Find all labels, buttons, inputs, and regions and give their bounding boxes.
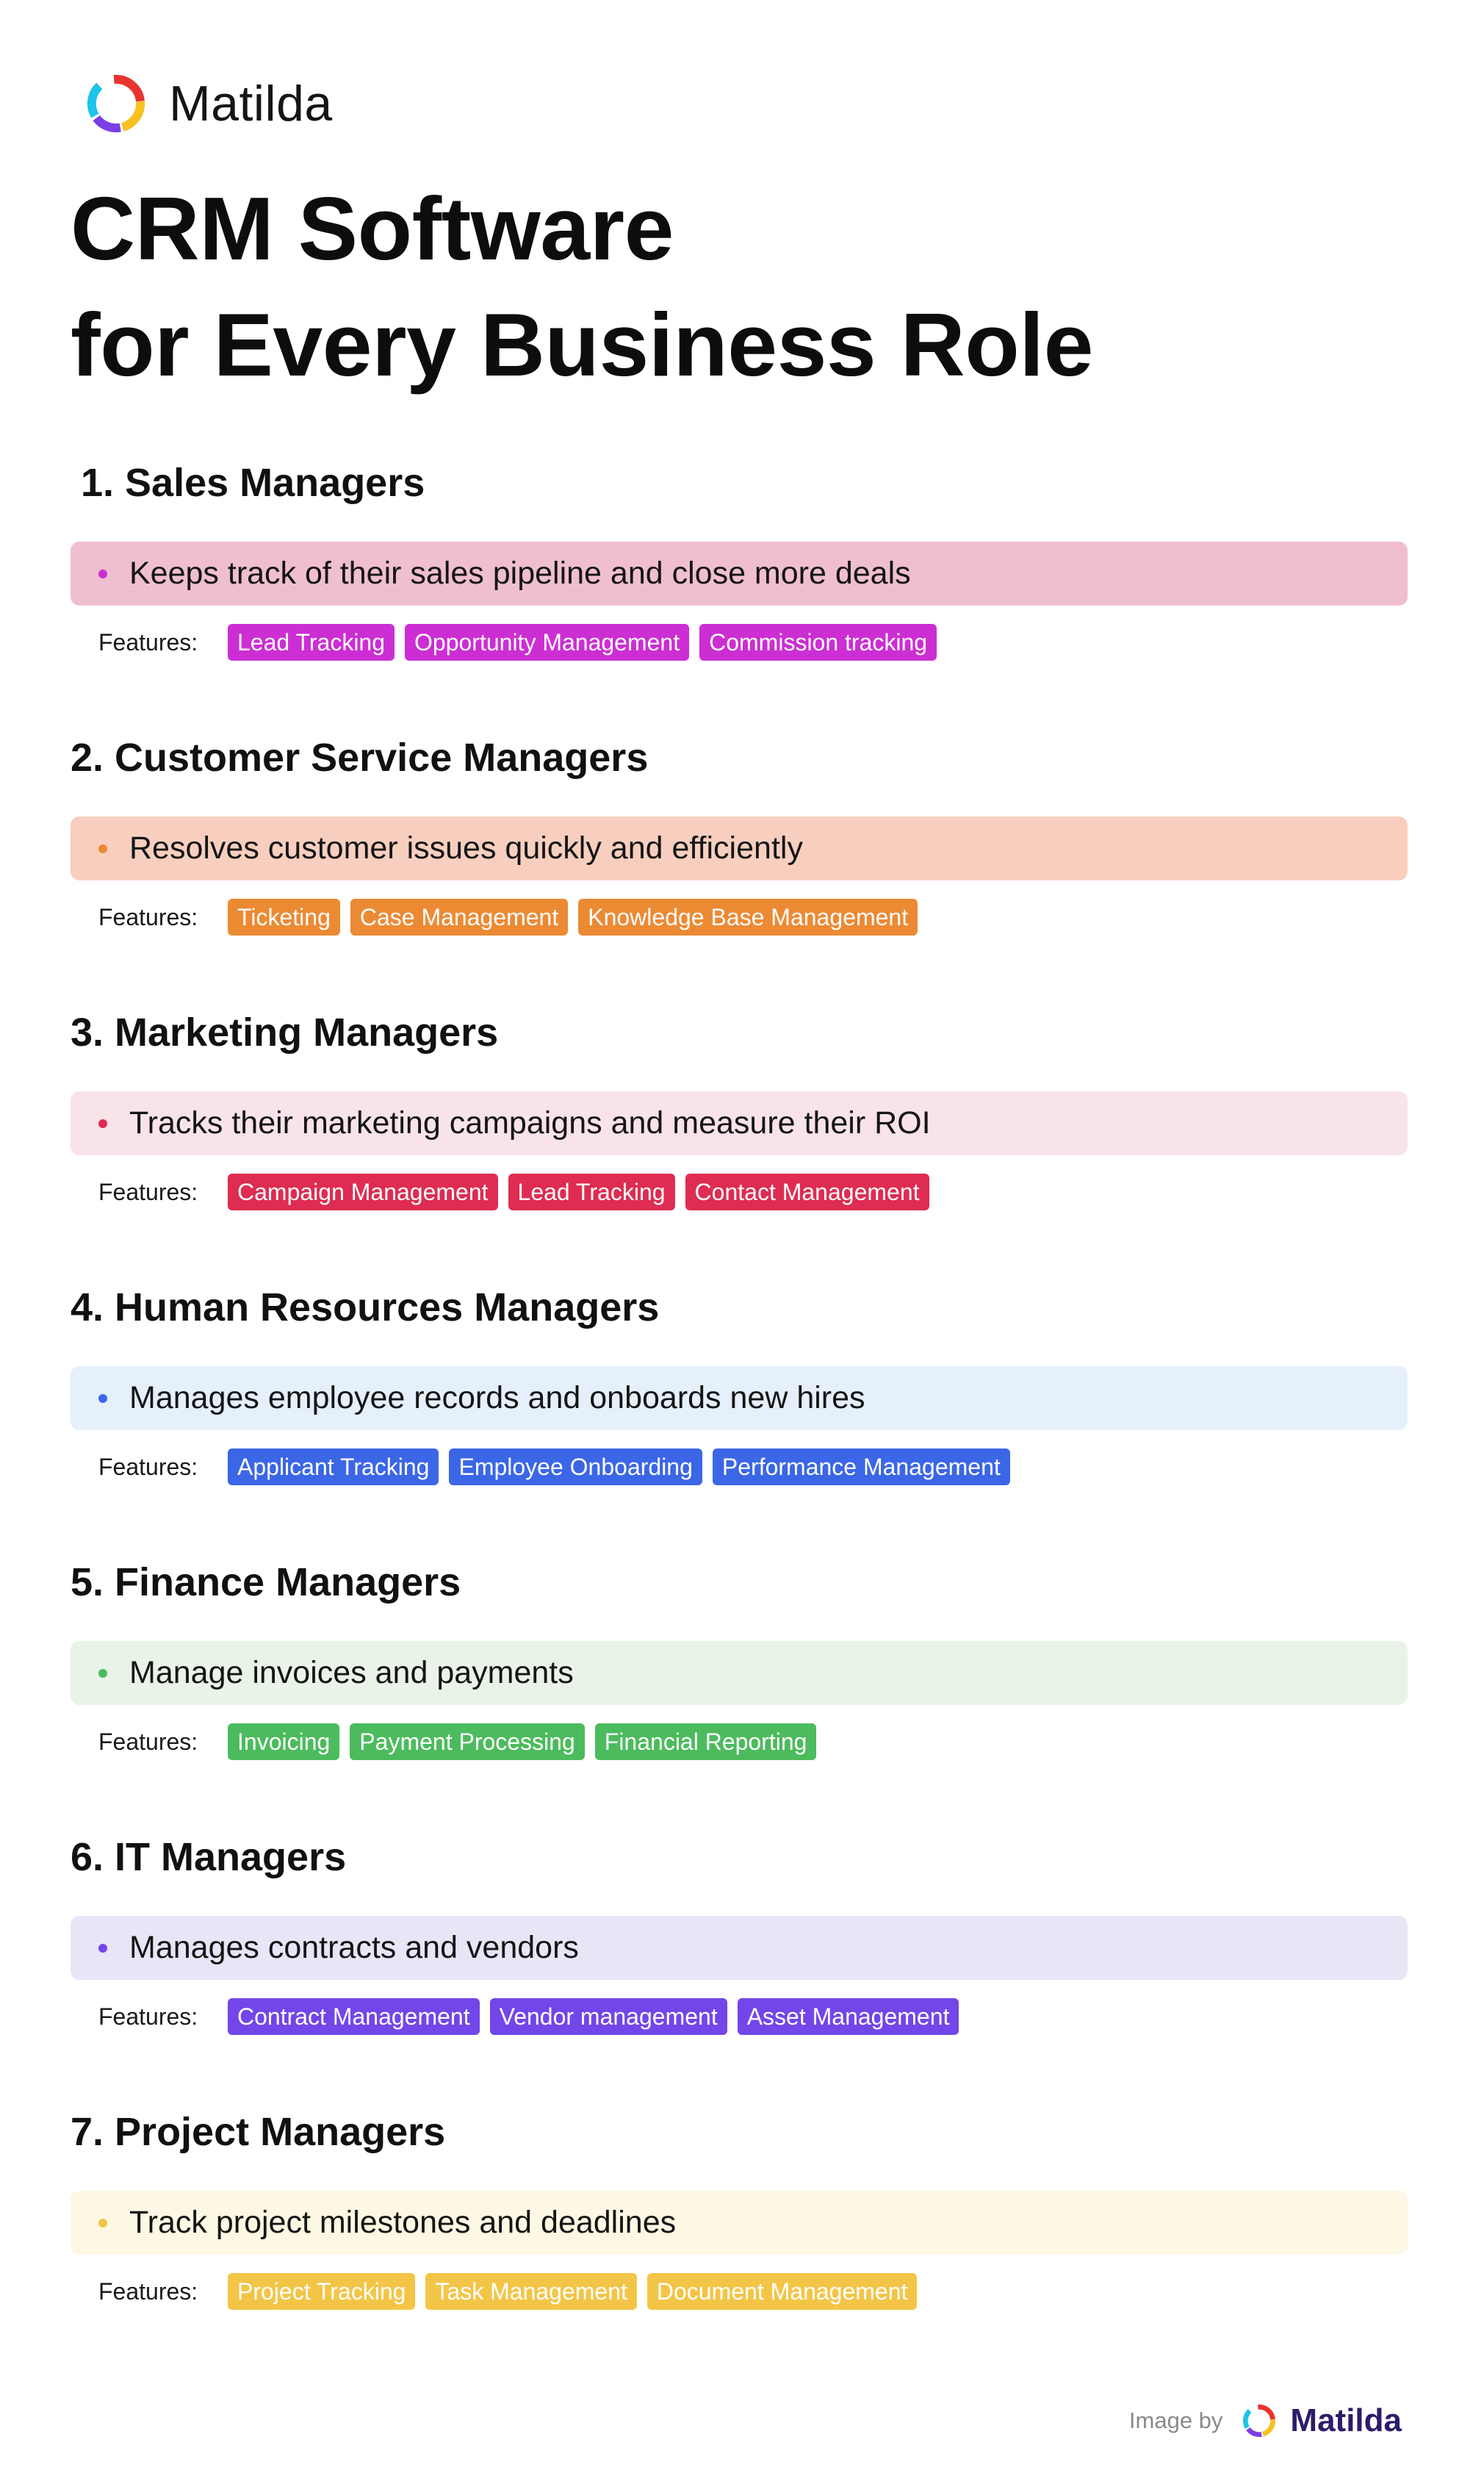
section-title: 5. Finance Managers: [71, 1560, 461, 1604]
section-title: 2. Customer Service Managers: [71, 736, 649, 780]
section-title: 4. Human Resources Managers: [71, 1285, 660, 1329]
ring-logo-icon: [1240, 2402, 1278, 2440]
features-label: Features:: [98, 903, 198, 930]
feature-tag: Employee Onboarding: [449, 1448, 702, 1485]
section-sales-managers: [71, 457, 1408, 661]
feature-tag: Lead Tracking: [508, 1174, 675, 1210]
features-label: Features:: [98, 1453, 198, 1480]
description-text: Resolves customer issues quickly and efficiently: [129, 830, 803, 866]
features-label: Features:: [98, 2003, 198, 2030]
section-project-managers: [71, 2106, 1408, 2310]
bullet-icon: [98, 570, 107, 578]
features-label: Features:: [98, 2277, 198, 2305]
description-text: Manages contracts and vendors: [129, 1930, 579, 1965]
page-title-line-2: for Every Business Role: [71, 295, 1094, 395]
bullet-icon: [98, 1119, 107, 1128]
feature-tag: Task Management: [425, 2273, 636, 2310]
section-finance-managers: [71, 1557, 1408, 1760]
feature-tag: Campaign Management: [228, 1174, 498, 1210]
ring-logo-icon: [82, 70, 150, 137]
features-row: [71, 624, 1408, 661]
description-box: [71, 1366, 1408, 1430]
feature-tag: Asset Management: [738, 1998, 959, 2035]
feature-tag: Invoicing: [228, 1723, 339, 1760]
description-text: Manage invoices and payments: [129, 1655, 574, 1690]
section-human-resources-managers: [71, 1282, 1408, 1485]
bullet-icon: [98, 844, 107, 853]
features-row: [71, 1723, 1408, 1760]
description-box: [71, 1916, 1408, 1980]
section-title: 7. Project Managers: [71, 2110, 446, 2154]
feature-tag: Ticketing: [228, 899, 340, 936]
page-title: [71, 170, 1093, 403]
description-text: Track project milestones and deadlines: [129, 2205, 677, 2240]
features-row: [71, 899, 1408, 936]
bullet-icon: [98, 2219, 107, 2227]
feature-tag: Project Tracking: [228, 2273, 415, 2310]
description-text: Keeps track of their sales pipeline and close more deals: [129, 556, 911, 591]
image-credit: [1129, 2402, 1402, 2440]
feature-tag: Knowledge Base Management: [578, 899, 918, 936]
bullet-icon: [98, 1669, 107, 1678]
description-text: Manages employee records and onboards new hires: [129, 1380, 865, 1415]
bullet-icon: [98, 1944, 107, 1953]
description-box: [71, 816, 1408, 880]
feature-tag: Applicant Tracking: [228, 1448, 439, 1485]
features-label: Features:: [98, 1178, 198, 1205]
bullet-icon: [98, 1394, 107, 1403]
feature-tag: Payment Processing: [350, 1723, 584, 1760]
description-box: [71, 1641, 1408, 1705]
feature-tag: Commission tracking: [699, 624, 937, 661]
credit-prefix: Image by: [1128, 2408, 1223, 2433]
feature-tag: Vendor management: [490, 1998, 727, 2035]
description-box: [71, 1091, 1408, 1155]
section-it-managers: [71, 1831, 1408, 2035]
description-text: Tracks their marketing campaigns and measure their ROI: [129, 1105, 931, 1141]
section-title: 6. IT Managers: [71, 1835, 347, 1879]
section-title: 1. Sales Managers: [81, 461, 425, 505]
features-row: [71, 2273, 1408, 2310]
section-customer-service-managers: [71, 732, 1408, 936]
section-title: 3. Marketing Managers: [71, 1010, 499, 1055]
features-label: Features:: [98, 1728, 198, 1755]
section-marketing-managers: [71, 1007, 1408, 1210]
description-box: [71, 2191, 1408, 2255]
feature-tag: Performance Management: [713, 1448, 1010, 1485]
description-box: [71, 542, 1408, 606]
credit-brand-name: Matilda: [1290, 2402, 1402, 2438]
feature-tag: Document Management: [647, 2273, 918, 2310]
page-title-line-1: CRM Software: [71, 179, 674, 279]
feature-tag: Lead Tracking: [228, 624, 395, 661]
feature-tag: Contract Management: [228, 1998, 480, 2035]
feature-tag: Financial Reporting: [595, 1723, 817, 1760]
feature-tag: Opportunity Management: [405, 624, 689, 661]
features-row: [71, 1448, 1408, 1485]
features-row: [71, 1998, 1408, 2035]
features-row: [71, 1174, 1408, 1210]
brand-name: Matilda: [169, 76, 333, 132]
brand-header: [82, 70, 333, 137]
feature-tag: Case Management: [350, 899, 568, 936]
feature-tag: Contact Management: [685, 1174, 929, 1210]
features-label: Features:: [98, 628, 198, 656]
